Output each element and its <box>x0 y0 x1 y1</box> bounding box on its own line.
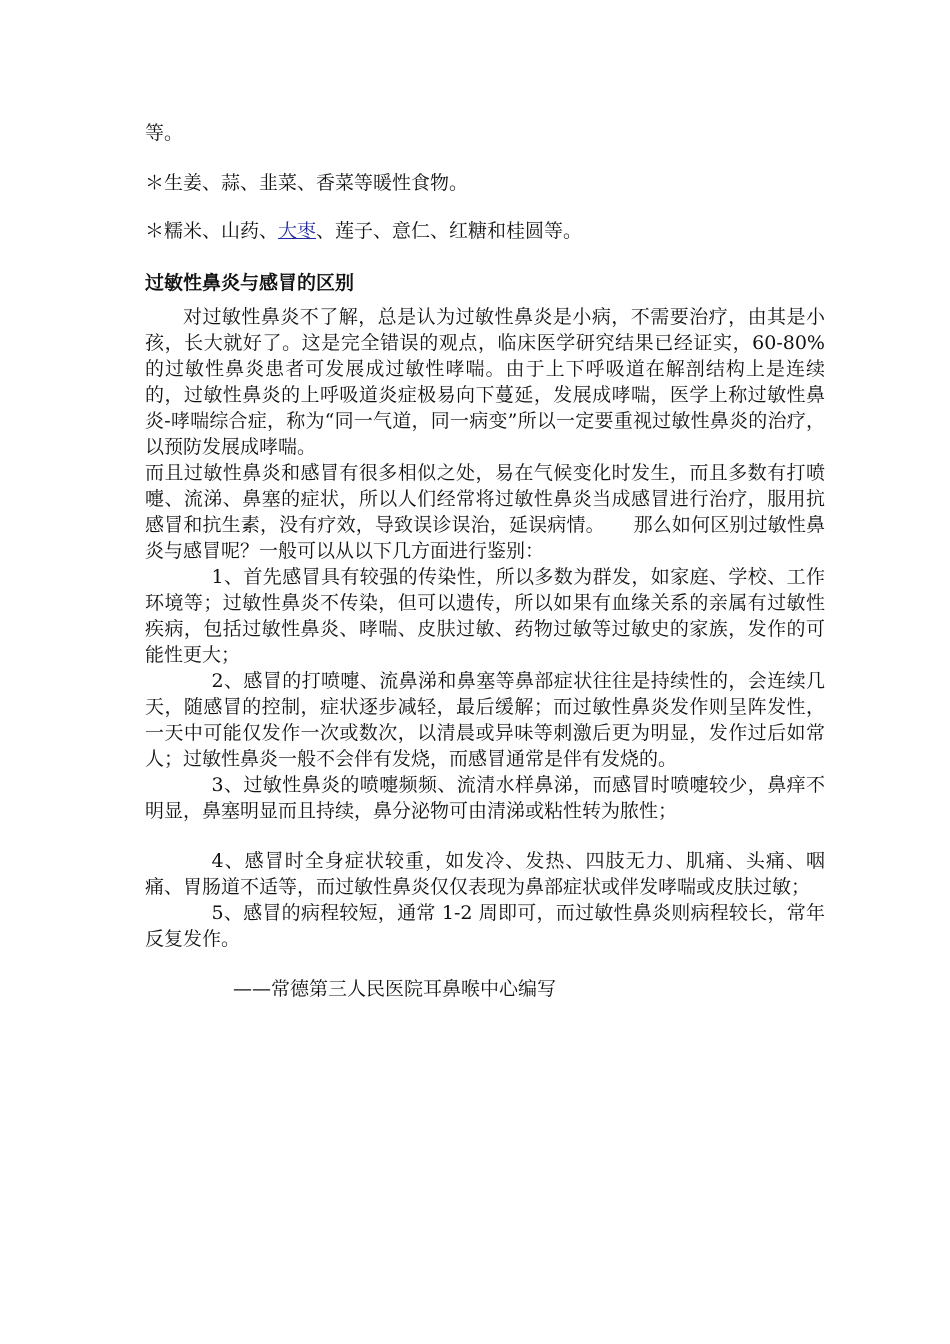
food-item-grains <box>145 218 825 244</box>
paragraph-similarity: 而且过敏性鼻炎和感冒有很多相似之处，易在气候变化时发生，而且多数有打喷嚏、流涕、鼻塞的症状，所以人们经常将过敏性鼻炎当成感冒进行治疗，服用抗感冒和抗生素，没有疗效，导致误诊误治，延误病情。 那么如何区别过敏性鼻炎与感冒呢？一般可以从以下几方面进行鉴别： <box>145 462 825 562</box>
point-contagion: 1、首先感冒具有较强的传染性，所以多数为群发，如家庭、学校、工作环境等；过敏性鼻炎不传染，但可以遗传，所以如果有血缘关系的亲属有过敏性疾病，包括过敏性鼻炎、哮喘、皮肤过敏、药物过敏等过敏史的家族，发作的可能性更大； <box>145 566 825 666</box>
author-signature: ——常德第三人民医院耳鼻喉中心编写 <box>233 978 557 1000</box>
dates-link[interactable]: 大枣 <box>278 220 317 242</box>
food-item-grains-prefix: ＊糯米、山药、 <box>145 220 279 242</box>
point-systemic: 4、感冒时全身症状较重，如发冷、发热、四肢无力、肌痛、头痛、咽痛、胃肠道不适等，而过敏性鼻炎仅仅表现为鼻部症状或伴发哮喘或皮肤过敏； <box>145 850 825 898</box>
document-body <box>145 120 825 1002</box>
blank-line <box>145 824 825 848</box>
point-course: 5、感冒的病程较短，通常 1-2 周即可，而过敏性鼻炎则病程较长，常年反复发作。 <box>145 902 825 950</box>
food-item-grains-suffix: 、莲子、意仁、红糖和桂圆等。 <box>316 220 583 242</box>
food-item-warm: ＊生姜、蒜、韭菜、香菜等暖性食物。 <box>145 172 469 194</box>
intro-line: 等。 <box>145 122 184 144</box>
point-sneezing: 3、过敏性鼻炎的喷嚏频频、流清水样鼻涕，而感冒时喷嚏较少，鼻痒不明显，鼻塞明显而且持续，鼻分泌物可由清涕或粘性转为脓性； <box>145 774 825 822</box>
section-title: 过敏性鼻炎与感冒的区别 <box>145 272 355 294</box>
paragraph-awareness: 对过敏性鼻炎不了解，总是认为过敏性鼻炎是小病，不需要治疗，由其是小孩，长大就好了。这是完全错误的观点，临床医学研究结果已经证实，60-80%的过敏性鼻炎患者可发展成过敏性哮喘。由于上下呼吸道在解剖结构上是连续的，过敏性鼻炎的上呼吸道炎症极易向下蔓延，发展成哮喘，医学上称过敏性鼻炎-哮喘综合症，称为“同一气道，同一病变”所以一定要重视过敏性鼻炎的治疗，以预防发展成哮喘。 <box>145 306 825 458</box>
point-duration-symptoms: 2、感冒的打喷嚏、流鼻涕和鼻塞等鼻部症状往往是持续性的，会连续几天，随感冒的控制，症状逐步减轻，最后缓解；而过敏性鼻炎发作则呈阵发性，一天中可能仅发作一次或数次，以清晨或异味等刺激后更为明显，发作过后如常人；过敏性鼻炎一般不会伴有发烧，而感冒通常是伴有发烧的。 <box>145 670 825 770</box>
